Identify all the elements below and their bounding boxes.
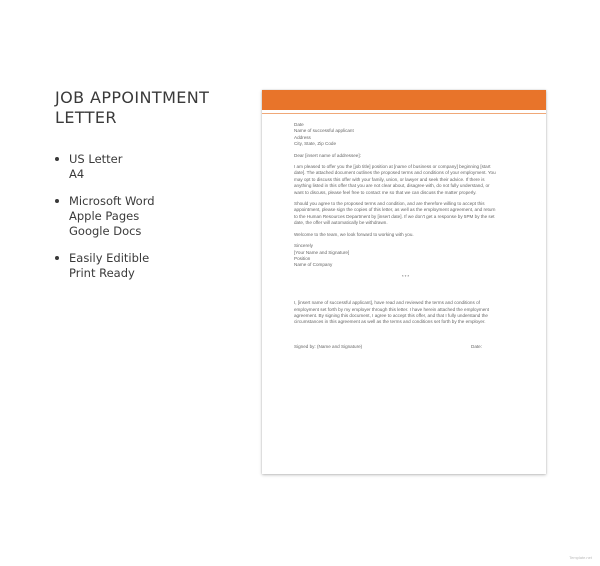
text-line: I am pleased to offer you the [job title] position at [name of business or company] beginning [start bbox=[294, 164, 491, 170]
letter-preview bbox=[262, 90, 546, 474]
header-accent-band bbox=[262, 90, 546, 110]
closing-line: Position bbox=[294, 255, 311, 261]
recipient-line: Address bbox=[294, 134, 311, 140]
text-line: may opt to discuss this offer with your family, union, or lawyer and seek their advice. If there is bbox=[294, 176, 485, 182]
recipient-line: City, State, Zip Code bbox=[294, 141, 337, 147]
section-separator: *** bbox=[401, 273, 411, 279]
closing-block bbox=[294, 243, 518, 269]
text-line: Should you agree to the proposed terms and condition, and are therefore willing to accept this bbox=[294, 201, 485, 207]
feature-item: Microsoft Word bbox=[69, 194, 155, 208]
feature-software bbox=[55, 194, 155, 239]
bullet-icon bbox=[55, 199, 59, 203]
title-line-1: JOB APPOINTMENT bbox=[55, 88, 210, 107]
signed-by-label: Signed by: (Name and Signature) bbox=[294, 343, 363, 349]
feature-item: A4 bbox=[69, 167, 85, 181]
bullet-icon bbox=[55, 256, 59, 260]
recipient-line: Name of successful applicant bbox=[294, 128, 354, 134]
acceptance-paragraph bbox=[294, 300, 518, 326]
feature-editing bbox=[55, 251, 155, 281]
text-line: want to discuss, please feel free to contact me so that we can discuss the matter properly. bbox=[294, 189, 477, 195]
text-line: agreement. By signing this document, I agree to accept this offer, and that I fully understand the bbox=[294, 312, 488, 318]
feature-item: Easily Editible bbox=[69, 251, 150, 265]
signature-row bbox=[294, 344, 518, 350]
feature-formats bbox=[55, 152, 155, 182]
title-line-2: LETTER bbox=[55, 108, 117, 127]
date-label: Date: bbox=[471, 343, 482, 349]
text-line: circumstances in this agreement as well as the terms and conditions set forth by the employer. bbox=[294, 319, 486, 325]
text-line: to the Human Resources Department by [insert date]. If we don't get a response by 5PM by the set bbox=[294, 213, 495, 219]
feature-list bbox=[55, 152, 155, 293]
paragraph-offer bbox=[294, 164, 518, 196]
feature-item: Apple Pages bbox=[69, 209, 140, 223]
feature-item: US Letter bbox=[69, 152, 123, 166]
closing-line: Sincerely bbox=[294, 243, 313, 249]
paragraph-welcome bbox=[294, 232, 518, 238]
salutation: Dear [insert name of addressee]: bbox=[294, 152, 361, 158]
watermark: Template.net bbox=[569, 555, 592, 560]
page-title bbox=[55, 88, 209, 128]
text-line: appointment, please sign the copies of this letter, as well as the employment agreement, and return bbox=[294, 207, 496, 213]
feature-item: Google Docs bbox=[69, 224, 142, 238]
recipient-line: Date bbox=[294, 122, 304, 127]
paragraph-terms bbox=[294, 201, 518, 227]
closing-line: [Your Name and Signature] bbox=[294, 249, 350, 255]
text-line: employment set forth by my employer through this letter. I have herein attached the employment bbox=[294, 306, 490, 312]
bullet-icon bbox=[55, 157, 59, 161]
text-line: I, [insert name of successful applicant], have read and reviewed the terms and conditions of bbox=[294, 300, 480, 306]
feature-item: Print Ready bbox=[69, 266, 135, 280]
text-line: anything listed in this offer that you are not clear about, disagree with, do not fully understand, or bbox=[294, 183, 490, 189]
closing-line: Name of Company bbox=[294, 262, 333, 268]
text-line: Welcome to the team, we look forward to working with you. bbox=[294, 231, 414, 237]
text-line: date]. The attached document outlines the proposed terms and conditions of your employment. You bbox=[294, 170, 496, 176]
header-accent-line bbox=[262, 113, 546, 114]
text-line: date, the offer will automatically be withdrawn. bbox=[294, 220, 388, 226]
recipient-block bbox=[294, 122, 518, 148]
letter-body bbox=[294, 122, 518, 350]
